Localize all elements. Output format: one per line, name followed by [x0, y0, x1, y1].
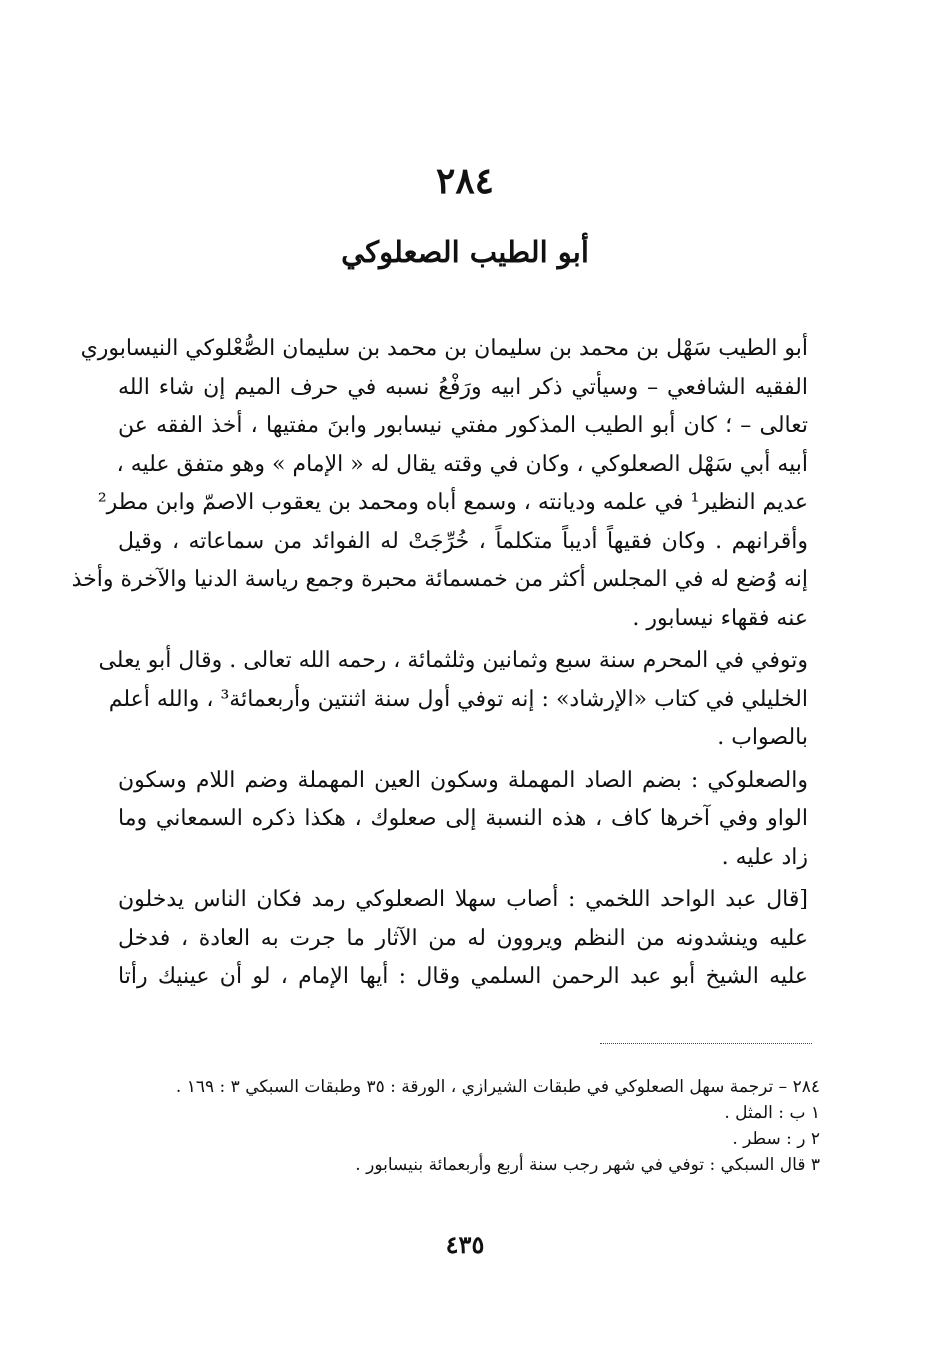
body-line: عليه الشيخ أبو عبد الرحمن السلمي وقال : أيها الإمام ، لو أن عينيك رأتا	[118, 964, 808, 989]
body-line: تعالى – ؛ كان أبو الطيب المذكور مفتي نيسابور وابنَ مفتيها ، أخذ الفقه عن	[118, 413, 808, 438]
body-line: والصعلوكي : بضم الصاد المهملة وسكون العين المهملة وضم اللام وسكون	[118, 767, 808, 793]
entry-number: ٢٨٤	[435, 160, 494, 202]
footnotes	[100, 1074, 820, 1178]
body-line: وأقرانهم . وكان فقيهاً أديباً متكلماً ، خُرِّجَتْ له الفوائد من سماعاته ، وقيل	[118, 528, 808, 554]
body-line: الخليلي في كتاب «الإرشاد» : إنه توفي أول سنة اثنتين وأربعمائة³ ، والله أعلم	[108, 686, 808, 712]
body-line: عديم النظير¹ في علمه وديانته ، وسمع أباه ومحمد بن يعقوب الاصمّ وابن مطر²	[97, 490, 808, 515]
body-line: وتوفي في المحرم سنة سبع وثمانين وثلثمائة ، رحمه الله تعالى . وقال أبو يعلى	[98, 648, 808, 673]
body-line: أبو الطيب سَهْل بن محمد بن سليمان بن محمد بن سليمان الصُّعْلوكي النيسابوري	[80, 336, 808, 361]
body-line: زاد عليه .	[721, 844, 808, 870]
body-line: أبيه أبي سَهْل الصعلوكي ، وكان في وقته يقال له « الإمام » وهو متفق عليه ،	[116, 451, 808, 477]
page-number: ٤٣٥	[445, 1230, 485, 1259]
footnote-divider	[600, 1043, 812, 1044]
footnote-3: ٣ قال السبكي : توفي في شهر رجب سنة أربع وأربعمائة بنيسابور .	[355, 1155, 820, 1175]
body-line: بالصواب .	[717, 725, 808, 750]
body-line: عليه وينشدونه من النظم ويروون له من الآثار ما جرت به العادة ، فدخل	[118, 925, 808, 951]
footnote-1: ١ ب : المثل .	[724, 1103, 820, 1123]
body-line: الواو وفي آخرها كاف ، هذه النسبة إلى صعلوك ، هكذا ذكره السمعاني وما	[118, 806, 808, 831]
body-line: الفقيه الشافعي – وسيأتي ذكر ابيه ورَفْعُ نسبه في حرف الميم إن شاء الله	[118, 374, 808, 400]
body-line: عنه فقهاء نيسابور .	[632, 605, 808, 631]
entry-title: أبو الطيب الصعلوكي	[341, 235, 589, 269]
body-line: إنه وُضع له في المجلس أكثر من خمسمائة محبرة وجمع رياسة الدنيا والآخرة وأخذ	[71, 567, 808, 592]
body-line: [قال عبد الواحد اللخمي : أصاب سهلا الصعلوكي رمد فكان الناس يدخلون	[118, 887, 808, 912]
footnote-2: ٢ ر : سطر .	[732, 1129, 820, 1149]
body-text	[71, 330, 808, 997]
footnote-source: ٢٨٤ – ترجمة سهل الصعلوكي في طبقات الشيرازي ، الورقة : ٣٥ وطبقات السبكي ٣ : ١٦٩ .	[175, 1077, 820, 1097]
